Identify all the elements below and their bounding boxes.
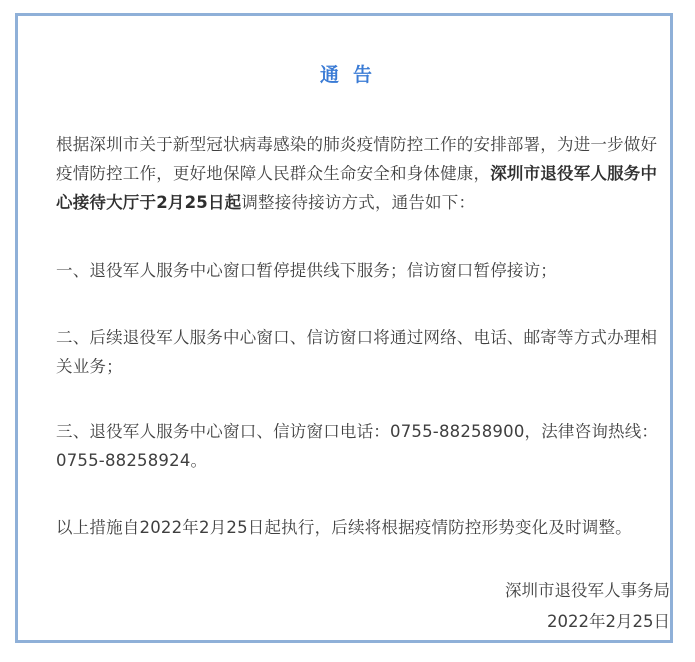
notice-item-2: 二、后续退役军人服务中心窗口、信访窗口将通过网络、电话、邮寄等方式办理相关业务； — [56, 328, 658, 376]
notice-frame — [15, 13, 673, 643]
notice-item-3: 三、退役军人服务中心窗口、信访窗口电话：0755-88258900，法律咨询热线：0755-88258924。 — [56, 422, 659, 470]
signature-organization: 深圳市退役军人事务局 — [505, 581, 670, 600]
intro-text-end: 调整接待接访方式，通告如下： — [241, 193, 476, 212]
closing-paragraph: 以上措施自2022年2月25日起执行，后续将根据疫情防控形势变化及时调整。 — [56, 518, 632, 537]
signature-date: 2022年2月25日 — [547, 612, 670, 631]
intro-bold-text: 深圳市退役军人服务中心接待大厅于2月25日起 — [56, 164, 658, 212]
intro-text-start: 根据深圳市关于新型冠状病毒感染的肺炎疫情防控工作的安排部署，为进一步做好疫情防控工作，更好地保障人民群众生命安全和身体健康， — [56, 135, 658, 183]
notice-title: 通告 — [319, 64, 386, 86]
notice-item-1: 一、退役军人服务中心窗口暂停提供线下服务；信访窗口暂停接访； — [56, 261, 557, 280]
intro-paragraph — [56, 130, 670, 217]
